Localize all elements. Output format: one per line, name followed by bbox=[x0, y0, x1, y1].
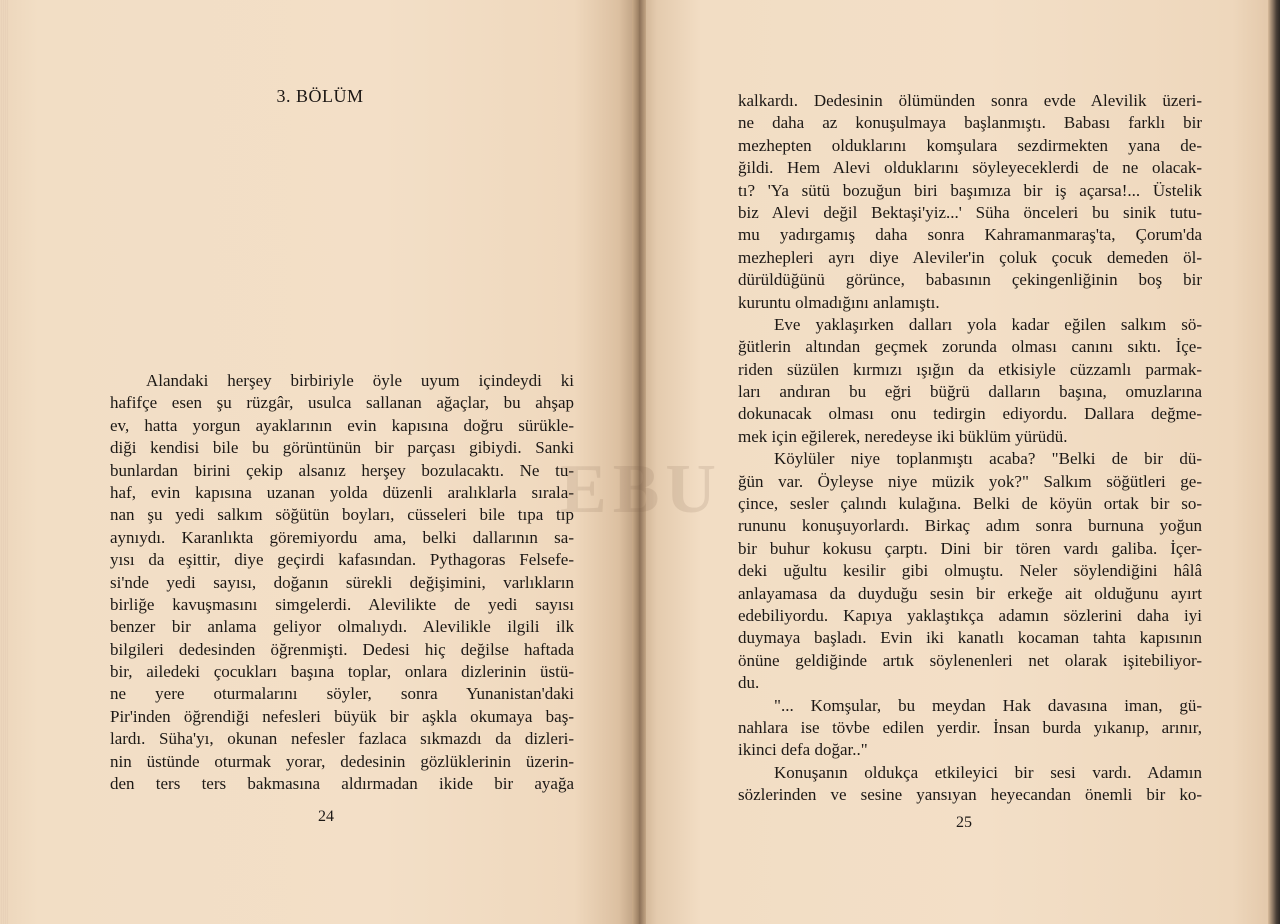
text-line: Konuşanın oldukça etkileyici bir sesi vardı. Adamın bbox=[774, 762, 1202, 782]
text-line: "... Komşular, bu meydan Hak davasına iman, gü- bbox=[774, 695, 1202, 715]
page-number-left: 24 bbox=[318, 808, 334, 825]
text-line: mu yadırgamış daha sonra Kahramanmaraş'ta, Çorum'da bbox=[738, 225, 1202, 245]
text-line: bunlardan birini çekip alsanız herşey bozulacaktı. Ne tu- bbox=[110, 460, 574, 480]
text-line: sözlerinden ve sesine yansıyan heyecandan önemli bir ko- bbox=[738, 785, 1202, 805]
text-line: rununu konuşuyorlardı. Birkaç adım sonra burnuna yoğun bbox=[738, 516, 1202, 536]
text-line: nin üstünde oturmak yorar, dedesinin gözlüklerinin üzerin- bbox=[110, 751, 574, 771]
text-line: yısı da eşittir, diye geçirdi kafasından. Pythagoras Felsefe- bbox=[110, 550, 574, 570]
text-line: ev, hatta yorgun ayaklarının evin kapısına doğru sürükle- bbox=[110, 415, 574, 435]
text-line: Köylüler niye toplanmıştı acaba? "Belki de bir dü- bbox=[774, 449, 1202, 469]
text-line: önüne geldiğinde artık söylenenleri net olarak işitebiliyor- bbox=[738, 650, 1202, 670]
text-line: Alandaki herşey birbiriyle öyle uyum içindeydi ki bbox=[146, 371, 574, 390]
text-line: bilgileri dedesinden öğrenmişti. Dedesi hiç değilse haftada bbox=[110, 639, 574, 659]
text-line: Pir'inden öğrendiği nefesleri büyük bir aşkla okumaya baş- bbox=[110, 706, 574, 726]
text-line: aynıydı. Karanlıkta göremiyordu ama, belki dallarının sa- bbox=[110, 527, 574, 547]
text-line: duymaya başladı. Evin iki kanatlı kocaman tahta kapısının bbox=[738, 628, 1202, 648]
text-line: biz Alevi değil Bektaşi'yiz...' Süha önceleri bu sinik tutu- bbox=[738, 202, 1202, 222]
book-edge bbox=[1268, 0, 1280, 924]
text-line: edebiliyordu. Kapıya yaklaştıkça adamın sözlerini daha iyi bbox=[738, 605, 1202, 625]
text-line: riden süzülen kırmızı ışığın da etkisiyle cüzzamlı parmak- bbox=[738, 359, 1202, 379]
left-page bbox=[0, 0, 638, 924]
text-line: kuruntu olmadığını anlamıştı. bbox=[738, 292, 940, 312]
text-line: ğildi. Hem Alevi olduklarını söyleyeceklerdi de ne olacak- bbox=[738, 158, 1202, 178]
chapter-title: 3. BÖLÜM bbox=[276, 86, 364, 106]
text-line: mek için eğilerek, neredeyse iki büklüm yürüdü. bbox=[738, 426, 1068, 446]
text-line: dürüldüğünü görünce, babasının çekingenliğinin boş bir bbox=[738, 270, 1202, 290]
left-page-text bbox=[110, 370, 574, 795]
watermark: EBU bbox=[560, 451, 722, 528]
text-line: si'nde yedi sayısı, doğanın sürekli değişimini, varlıkların bbox=[110, 572, 574, 592]
text-line: benzer bir anlama geliyor olmalıydı. Alevilikle ilgili ilk bbox=[110, 617, 574, 637]
text-line: ne daha az konuşulmaya başlanmıştı. Babası farklı bir bbox=[738, 113, 1202, 133]
text-line: birliğe kavuşmasını simgelerdi. Alevilikte de yedi sayısı bbox=[110, 594, 574, 614]
text-line: ğütlerin altından geçmek zorunda olması canını sıktı. İçe- bbox=[738, 337, 1202, 357]
text-line: ları andıran bu eğri büğrü dalların başına, omuzlarına bbox=[738, 382, 1202, 402]
text-line: mezhepleri ayrı diye Aleviler'in çoluk çocuk demeden öl- bbox=[738, 247, 1202, 267]
text-line: deki uğultu kesilir gibi olmuştu. Neler söylendiğini hâlâ bbox=[738, 561, 1202, 581]
text-line: mezhepten olduklarını komşulara sezdirmekten yana de- bbox=[738, 135, 1202, 155]
text-line: diği kendisi bile bu görüntünün bir parçası gibiydi. Sanki bbox=[110, 438, 574, 458]
page-number-right: 25 bbox=[956, 814, 972, 831]
right-page-text bbox=[738, 90, 1202, 807]
text-line: tı? 'Ya sütü bozuğun biri başımıza bir iş açarsa!... Üstelik bbox=[738, 180, 1202, 200]
text-line: ğün var. Öyleyse niye müzik yok?" Salkım söğütleri ge- bbox=[738, 471, 1202, 491]
text-line: kalkardı. Dedesinin ölümünden sonra evde Alevilik üzeri- bbox=[738, 91, 1202, 110]
text-line: dokunacak olması onu tedirgin ediyordu. Dallara değme- bbox=[738, 404, 1202, 424]
text-line: nahlara ise tövbe edilen yerdir. İnsan burda yıkanıp, arınır, bbox=[738, 717, 1202, 737]
text-line: nan şu yedi salkım söğütün boyları, cüsseleri bile tıpa tıp bbox=[110, 505, 574, 525]
text-line: bir buhur kokusu çarptı. Dini bir tören vardı galiba. İçer- bbox=[738, 538, 1202, 558]
text-line: anlayamasa da duyduğu sesin bir erkeğe ait olduğunu ayırt bbox=[738, 583, 1202, 603]
text-line: Eve yaklaşırken dalları yola kadar eğilen salkım sö- bbox=[774, 314, 1202, 334]
text-line: du. bbox=[738, 673, 760, 693]
text-line: hafifçe esen şu rüzgâr, usulca sallanan ağaçlar, bu ahşap bbox=[110, 393, 574, 413]
text-line: haf, evin kapısına uzanan yolda düzenli aralıklarla sırala- bbox=[110, 482, 574, 502]
text-line: lardı. Süha'yı, okunan nefesler fazlaca sıkmazdı da dizleri- bbox=[110, 729, 574, 749]
text-line: ne yere oturmalarını söyler, sonra Yunanistan'daki bbox=[110, 684, 574, 704]
text-line: ikinci defa doğar.." bbox=[738, 740, 868, 760]
text-line: bir, ailedeki çocukları başına toplar, onlara dizlerinin üstü- bbox=[110, 662, 574, 682]
text-line: den ters ters bakmasına aldırmadan ikide bir ayağa bbox=[110, 774, 574, 794]
text-line: çince, sesler çalındı kulağına. Belki de köyün ortak bir so- bbox=[738, 494, 1202, 514]
